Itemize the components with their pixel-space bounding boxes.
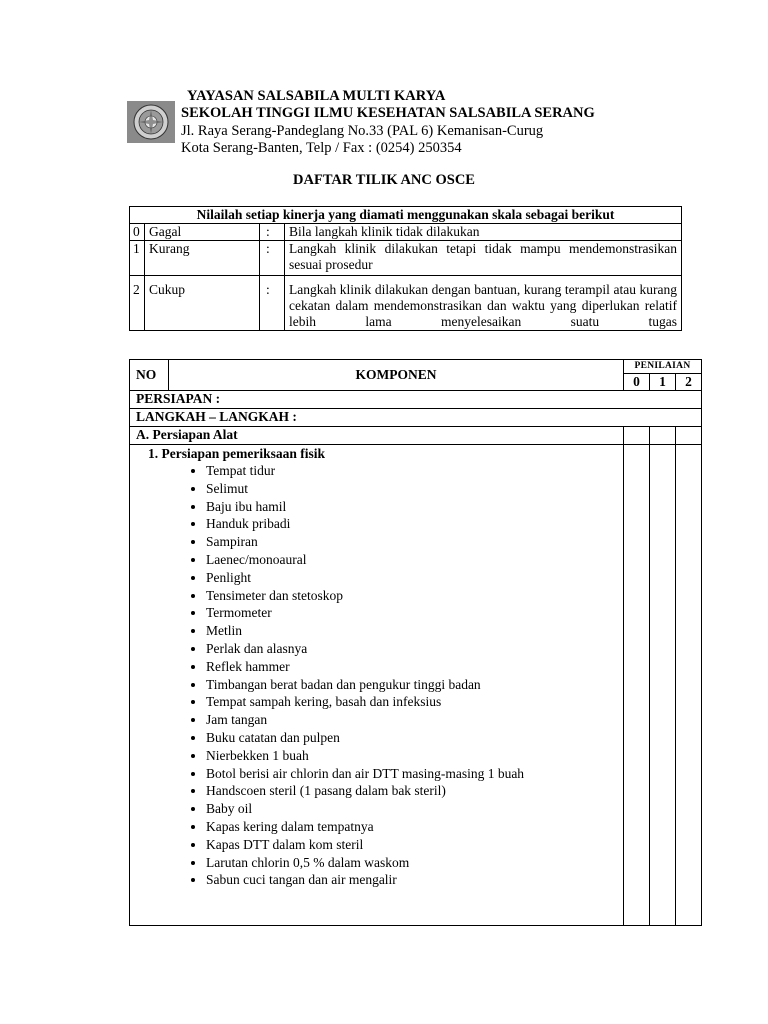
list-item: • Termometer (206, 604, 623, 622)
item-physical-exam-prep: 1. Persiapan pemeriksaan fisik (148, 446, 326, 461)
checklist-table (129, 359, 702, 926)
score-cell[interactable] (623, 427, 649, 445)
scale-description: Bila langkah klinik tidak dilakukan (285, 224, 682, 241)
list-item: • Buku catatan dan pulpen (206, 729, 623, 747)
scale-value: 2 (130, 276, 145, 331)
list-item: • Sabun cuci tangan dan air mengalir (206, 871, 623, 889)
address-line-2: Kota Serang-Banten, Telp / Fax : (0254) 250354 (181, 140, 462, 156)
scale-label: Gagal (145, 224, 260, 241)
scale-value: 1 (130, 241, 145, 276)
scale-value: 0 (130, 224, 145, 241)
score-header-0: 0 (623, 374, 649, 391)
list-item: • Penlight (206, 569, 623, 587)
scale-row (130, 224, 682, 241)
list-item: • Baby oil (206, 800, 623, 818)
list-item: • Timbangan berat badan dan pengukur tinggi badan (206, 676, 623, 694)
school-name: SEKOLAH TINGGI ILMU KESEHATAN SALSABILA SERANG (181, 105, 595, 121)
scale-heading: Nilailah setiap kinerja yang diamati menggunakan skala sebagai berikut (130, 207, 682, 224)
scale-separator: : (260, 276, 285, 331)
list-item: • Laenec/monoaural (206, 551, 623, 569)
scale-row (130, 241, 682, 276)
list-item: • Larutan chlorin 0,5 % dalam waskom (206, 854, 623, 872)
list-item: • Handuk pribadi (206, 515, 623, 533)
scale-label: Cukup (145, 276, 260, 331)
score-cell[interactable] (623, 445, 649, 926)
document-title: DAFTAR TILIK ANC OSCE (293, 172, 475, 188)
list-item: • Sampiran (206, 533, 623, 551)
list-item: • Kapas kering dalam tempatnya (206, 818, 623, 836)
equipment-list (130, 462, 623, 889)
equipment-list-cell (130, 445, 624, 926)
score-cell[interactable] (675, 445, 701, 926)
list-item: • Selimut (206, 480, 623, 498)
list-item: • Baju ibu hamil (206, 498, 623, 516)
scale-description: Langkah klinik dilakukan tetapi tidak mampu mendemonstrasikan sesuai prosedur (285, 241, 682, 276)
scale-separator: : (260, 241, 285, 276)
scale-label: Kurang (145, 241, 260, 276)
score-cell[interactable] (675, 427, 701, 445)
scoring-scale-table (129, 206, 682, 331)
column-header-no: NO (130, 360, 169, 391)
list-item: • Metlin (206, 622, 623, 640)
list-item: • Handscoen steril (1 pasang dalam bak steril) (206, 782, 623, 800)
list-item: • Nierbekken 1 buah (206, 747, 623, 765)
score-header-1: 1 (649, 374, 675, 391)
list-item: • Jam tangan (206, 711, 623, 729)
section-preparation: PERSIAPAN : (130, 391, 702, 409)
scale-row (130, 276, 682, 331)
list-item: • Tempat sampah kering, basah dan infeksius (206, 693, 623, 711)
school-seal-icon (127, 101, 175, 143)
list-item: • Kapas DTT dalam kom steril (206, 836, 623, 854)
column-header-scoring: PENILAIAN (623, 360, 701, 374)
list-item: • Perlak dan alasnya (206, 640, 623, 658)
list-item: • Tempat tidur (206, 462, 623, 480)
list-item: • Botol berisi air chlorin dan air DTT masing-masing 1 buah (206, 765, 623, 783)
address-line-1: Jl. Raya Serang-Pandeglang No.33 (PAL 6) Kemanisan-Curug (181, 123, 544, 139)
column-header-component: KOMPONEN (169, 360, 624, 391)
subsection-equipment: A. Persiapan Alat (130, 427, 624, 445)
list-item: • Reflek hammer (206, 658, 623, 676)
foundation-name: YAYASAN SALSABILA MULTI KARYA (187, 88, 446, 104)
score-header-2: 2 (675, 374, 701, 391)
score-cell[interactable] (649, 427, 675, 445)
score-cell[interactable] (649, 445, 675, 926)
scale-separator: : (260, 224, 285, 241)
scale-description: Langkah klinik dilakukan dengan bantuan, kurang terampil atau kurang cekatan dalam mendemonstrasikan dan waktu yang diperlukan relatif lebih lama menyelesaikan suatu tugas (285, 276, 682, 331)
list-item: • Tensimeter dan stetoskop (206, 587, 623, 605)
section-steps: LANGKAH – LANGKAH : (130, 409, 702, 427)
